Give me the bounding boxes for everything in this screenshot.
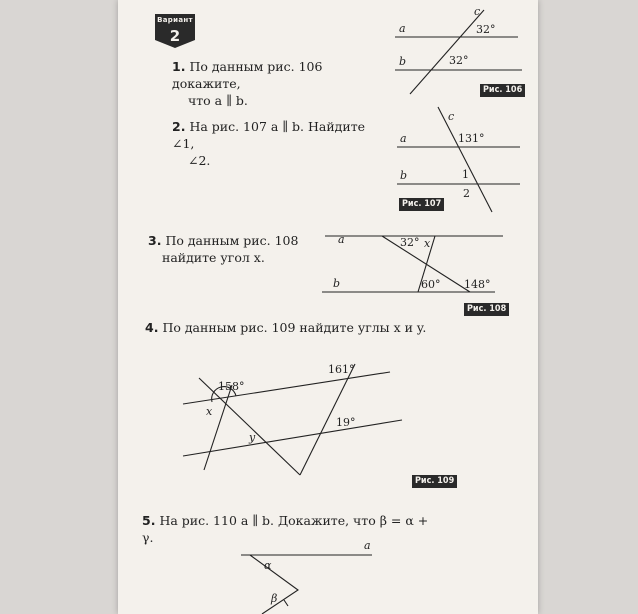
fig109-angle3: 19° xyxy=(336,416,356,429)
fig110-drawing xyxy=(241,539,372,614)
fig106-b: b xyxy=(399,55,407,68)
fig109-angle1: 158° xyxy=(218,380,245,393)
fig109-angle2: 161° xyxy=(328,363,355,376)
fig109-transversal-2 xyxy=(204,385,232,470)
task-5-number: 5. xyxy=(142,513,156,528)
fig109-y: y xyxy=(249,431,256,444)
fig107-drawing xyxy=(397,107,520,212)
task-3-line2: найдите угол x. xyxy=(162,250,265,265)
fig108-x: x xyxy=(424,237,431,250)
fig109-x: x xyxy=(206,405,213,418)
fig106-angle1: 32° xyxy=(476,23,496,36)
fig108-angle2: 60° xyxy=(421,278,441,291)
fig106-label: Рис. 106 xyxy=(480,84,525,97)
fig107-a: a xyxy=(400,132,407,145)
fig106-line-c xyxy=(410,10,484,94)
fig108-label: Рис. 108 xyxy=(464,303,509,316)
fig110-tick xyxy=(284,600,288,606)
fig107-n2: 2 xyxy=(463,187,470,200)
fig107-label: Рис. 107 xyxy=(399,198,444,211)
fig108-angle3: 148° xyxy=(464,278,491,291)
task-1-number: 1. xyxy=(172,59,186,74)
fig107-angle: 131° xyxy=(458,132,485,145)
fig107-b: b xyxy=(400,169,408,182)
fig108-a: a xyxy=(338,233,345,246)
task-3-number: 3. xyxy=(148,233,162,248)
fig110-alpha: α xyxy=(264,559,272,572)
task-3-line1: По данным рис. 108 xyxy=(165,233,299,248)
fig110-a: a xyxy=(364,539,371,552)
fig109-label: Рис. 109 xyxy=(412,475,457,488)
variant-number: 2 xyxy=(169,27,181,45)
task-2-line2: ∠2. xyxy=(188,153,211,168)
fig108-angle1: 32° xyxy=(400,236,420,249)
fig110-beta: β xyxy=(271,592,278,605)
fig110-polyline xyxy=(250,555,298,614)
fig106-a: a xyxy=(399,22,406,35)
fig108-drawing xyxy=(322,233,503,292)
fig109-line-1 xyxy=(183,372,390,404)
fig109-line-2 xyxy=(183,420,402,456)
fig109-drawing xyxy=(183,363,402,475)
variant-label: Вариант xyxy=(157,16,193,24)
task-1-line2: что a ∥ b. xyxy=(188,93,248,108)
task-1-line1: По данным рис. 106 докажите, xyxy=(172,59,323,91)
fig106-drawing xyxy=(395,5,522,94)
fig107-c: c xyxy=(448,110,455,123)
fig109-transversal-1 xyxy=(199,378,300,475)
fig106-c: c xyxy=(474,5,481,18)
fig108-b: b xyxy=(333,277,341,290)
fig107-n1: 1 xyxy=(462,168,469,181)
task-2-line1: На рис. 107 a ∥ b. Найдите ∠1, xyxy=(172,119,366,151)
task-4-line1: По данным рис. 109 найдите углы x и y. xyxy=(162,320,427,335)
task-2-number: 2. xyxy=(172,119,186,134)
fig106-angle2: 32° xyxy=(449,54,469,67)
task-5-line1: На рис. 110 a ∥ b. Докажите, что β = α + γ. xyxy=(142,513,429,545)
task-4-number: 4. xyxy=(145,320,159,335)
